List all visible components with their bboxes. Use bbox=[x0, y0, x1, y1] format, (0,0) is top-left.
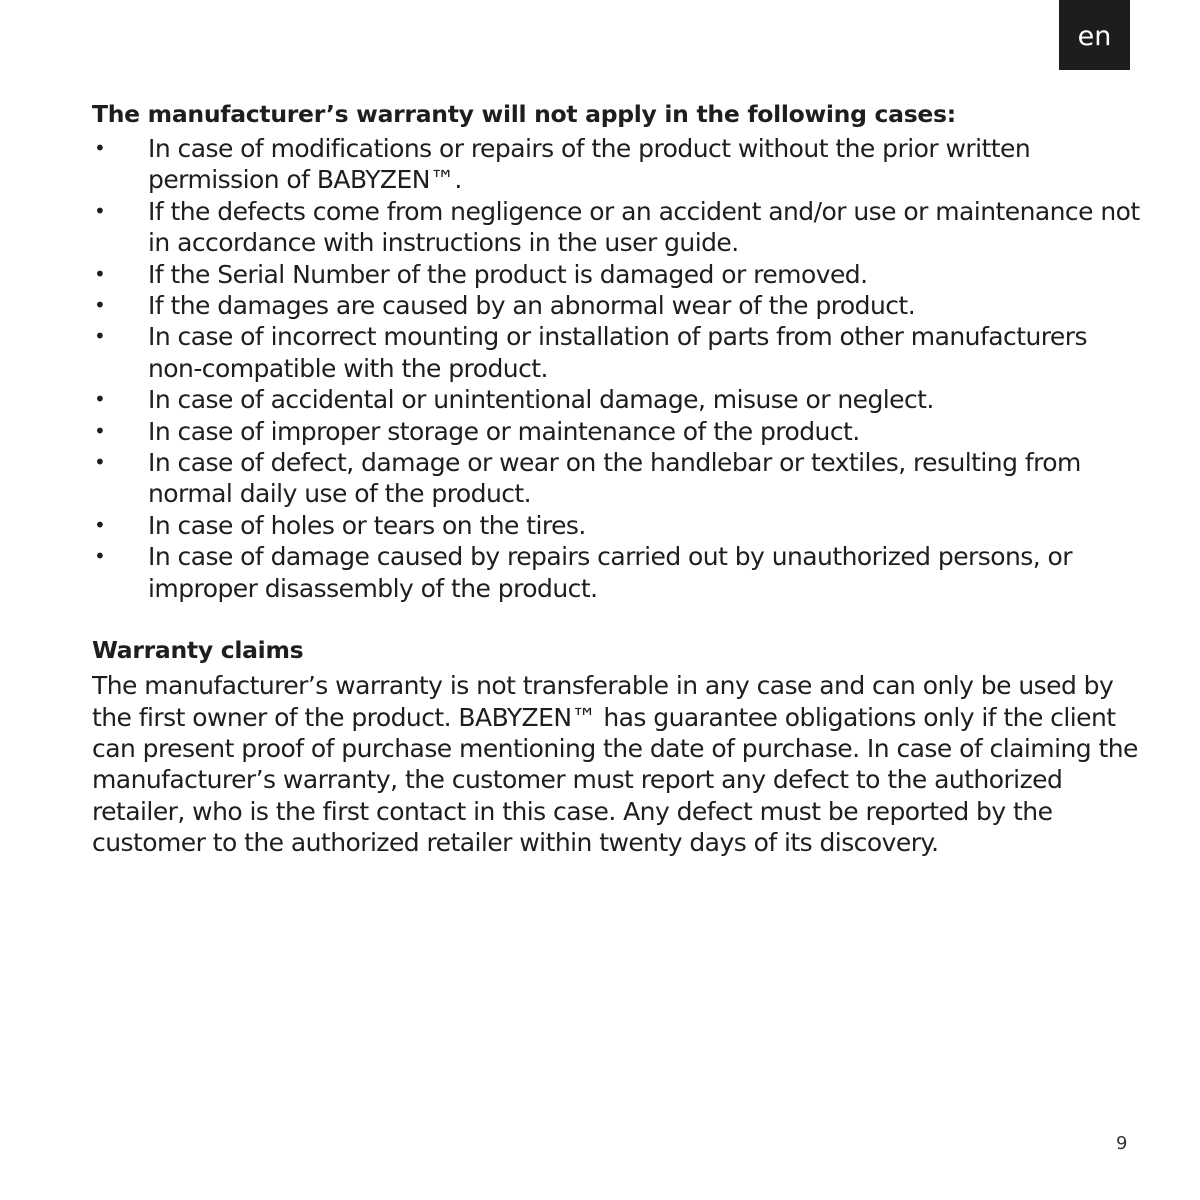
list-item: • If the Serial Number of the product is damaged or removed. bbox=[94, 259, 868, 289]
bullet-icon: • bbox=[94, 512, 106, 537]
exclusions-heading: The manufacturer’s warranty will not apply in the following cases: bbox=[92, 100, 956, 128]
bullet-icon: • bbox=[94, 261, 106, 286]
warranty-claims-heading: Warranty claims bbox=[92, 636, 304, 665]
bullet-icon: • bbox=[94, 136, 106, 160]
bullet-icon: • bbox=[94, 450, 106, 475]
list-item: • In case of damage caused by repairs carried out by unauthorized persons, or improper disassembly of the product. bbox=[94, 542, 1073, 603]
list-item: • If the damages are caused by an abnormal wear of the product. bbox=[94, 291, 916, 321]
list-item: • In case of accidental or unintentional damage, misuse or neglect. bbox=[94, 385, 934, 415]
bullet-icon: • bbox=[94, 387, 106, 412]
warranty-claims-body: The manufacturer’s warranty is not transferable in any case and can only be used by the first owner of the product. BABYZEN™ has guarantee obligations only if the client can present proof of purchase mentioning the date of purchase. In case of claiming the manufacturer’s warranty, the customer must report any defect to the authorized retailer, who is the first contact in this case. Any defect must be reported by the customer to the authorized retailer within twenty days of its discovery. bbox=[92, 671, 1138, 858]
list-item: • In case of defect, damage or wear on the handlebar or textiles, resulting from normal daily use of the product. bbox=[94, 448, 1081, 509]
list-item: • In case of incorrect mounting or installation of parts from other manufacturers non-compatible with the product. bbox=[94, 322, 1087, 383]
list-item: • In case of improper storage or maintenance of the product. bbox=[94, 416, 860, 446]
list-item: • If the defects come from negligence or an accident and/or use or maintenance not in accordance with instructions in the user guide. bbox=[94, 196, 1140, 258]
bullet-icon: • bbox=[94, 293, 106, 318]
bullet-icon: • bbox=[94, 544, 106, 569]
list-item: • In case of holes or tears on the tires. bbox=[94, 510, 586, 540]
bullet-icon: • bbox=[94, 198, 106, 223]
language-label: en bbox=[1077, 20, 1112, 52]
bullet-icon: • bbox=[94, 418, 106, 443]
page-content bbox=[92, 98, 1142, 859]
bullet-icon: • bbox=[94, 324, 106, 349]
page-number: 9 bbox=[1116, 1133, 1128, 1154]
language-tab bbox=[1059, 0, 1130, 70]
list-item: • In case of modifications or repairs of the product without the prior written permission of BABYZEN™. bbox=[94, 134, 1031, 195]
exclusions-list bbox=[92, 133, 1142, 604]
